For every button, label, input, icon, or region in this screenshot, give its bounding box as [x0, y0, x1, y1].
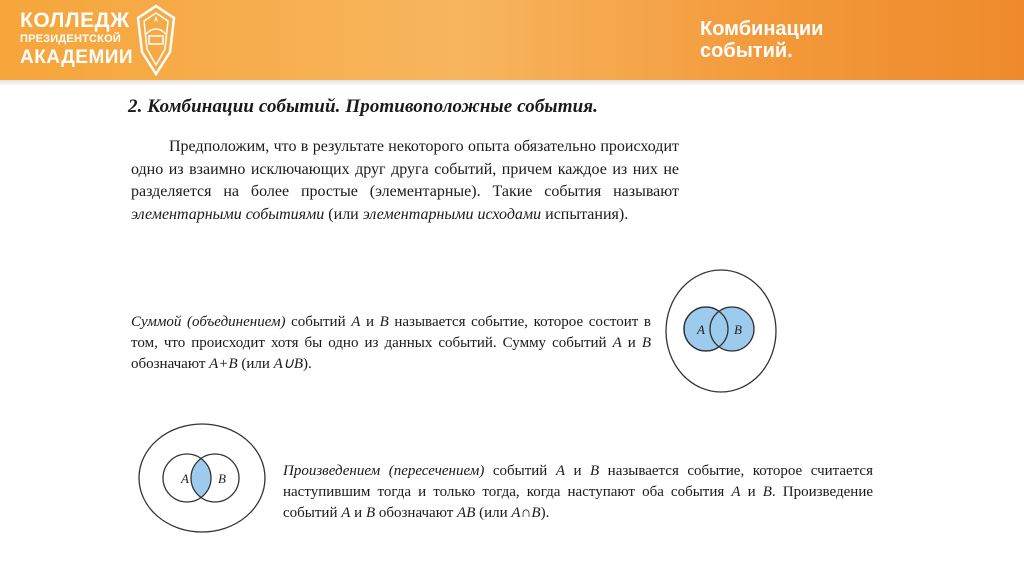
venn-union-label-a: A	[697, 322, 705, 337]
sum-term: Суммой (объединением)	[131, 314, 286, 330]
slide-title-line-2: событий.	[700, 40, 793, 62]
sum-var-b-2: B	[641, 335, 651, 351]
sum-and-2: и	[621, 335, 642, 351]
sum-var-a: A	[351, 314, 361, 330]
header-shadow	[0, 80, 1024, 86]
product-text-4: обозначают	[375, 505, 458, 521]
product-text-2: называется событие, которое считается наступившим тогда и только тогда, когда наступают оба события	[283, 463, 873, 500]
venn-intersection-label-b: B	[218, 471, 226, 486]
venn-intersection-diagram	[137, 422, 267, 534]
product-notation-1: AB	[457, 505, 476, 521]
logo-line-3: АКАДЕМИИ	[20, 47, 134, 68]
intro-paragraph	[131, 136, 679, 226]
sum-var-b: B	[379, 314, 389, 330]
product-and-2: и	[740, 484, 763, 500]
product-definition	[283, 461, 873, 524]
logo-line-1: КОЛЛЕДЖ	[20, 9, 130, 32]
sum-text-3: обозначают	[131, 356, 210, 372]
product-and: и	[564, 463, 590, 479]
sum-and: и	[360, 314, 380, 330]
slide-title-line-1: Комбинации	[700, 18, 824, 40]
sum-notation-2: A∪B	[273, 356, 303, 372]
product-var-b-2: B	[762, 484, 772, 500]
product-notation-2: A∩B	[511, 505, 541, 521]
sum-text-1: событий	[285, 314, 352, 330]
product-text-1: событий	[484, 463, 556, 479]
intro-emphasis-1: элементарными событиями	[131, 205, 325, 223]
product-var-b: B	[590, 463, 600, 479]
venn-union-label-b: B	[734, 322, 742, 337]
product-and-3: и	[350, 505, 366, 521]
product-var-a: A	[555, 463, 565, 479]
section-heading: 2. Комбинации событий. Противоположные события.	[128, 96, 598, 117]
product-text-3: . Произведение событий	[283, 484, 873, 521]
sum-definition	[131, 312, 651, 375]
product-var-a-3: A	[341, 505, 351, 521]
venn-intersection-label-a: A	[181, 471, 189, 486]
product-var-a-2: A	[731, 484, 741, 500]
sum-notation-1: A+B	[209, 356, 238, 372]
product-term: Произведением (пересечением)	[283, 463, 485, 479]
intro-text-2: (или	[324, 205, 363, 223]
slide-title	[700, 18, 823, 62]
sum-text-4: (или	[237, 356, 274, 372]
sum-var-a-2: A	[612, 335, 622, 351]
college-logo	[20, 10, 133, 67]
sum-text-2: называется событие, которое состоит в том, что происходит хотя бы одно из данных событий. Сумму событий	[131, 314, 652, 351]
intro-emphasis-2: элементарными исходами	[362, 205, 542, 223]
logo-line-2: ПРЕЗИДЕНТСКОЙ	[20, 33, 121, 45]
venn-union-diagram	[664, 268, 778, 394]
intro-text-1: Предположим, что в результате некоторого опыта обязательно происходит одно из взаимно исключающих друг друга событий, причем каждое из них не разделяется на более простые (элементарные). Такие события называют	[131, 138, 679, 200]
product-text-5: (или	[475, 505, 512, 521]
intro-text-3: испытания).	[541, 205, 629, 223]
academy-emblem-icon	[134, 4, 178, 76]
product-var-b-3: B	[365, 505, 376, 521]
venn-union-circle-b	[710, 307, 754, 351]
sum-text-5: ).	[302, 356, 312, 372]
product-text-6: ).	[540, 505, 550, 521]
